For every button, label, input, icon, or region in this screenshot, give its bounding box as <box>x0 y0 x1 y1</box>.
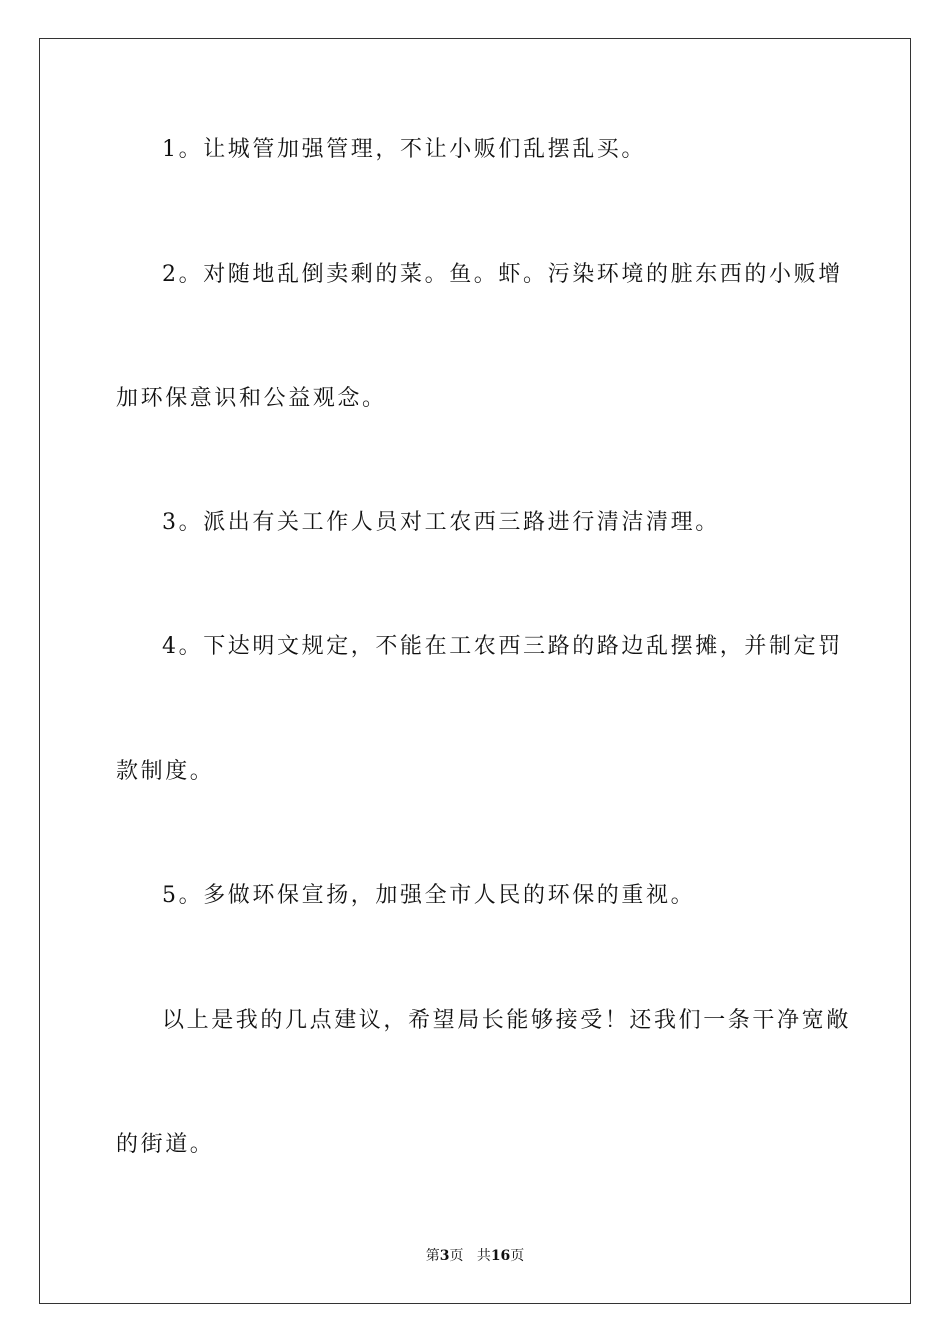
footer-total-suffix: 页 <box>510 1248 525 1264</box>
page-footer <box>0 1246 950 1266</box>
paragraph-line-5: 4。下达明文规定，不能在工农西三路的路边乱摆摊，并制定罚 <box>162 634 843 659</box>
paragraph-line-7: 5。多做环保宣扬，加强全市人民的环保的重视。 <box>162 883 696 908</box>
footer-total-prefix: 共 <box>476 1248 491 1264</box>
paragraph-line-8: 以上是我的几点建议，希望局长能够接受！还我们一条干净宽敞 <box>162 1008 851 1033</box>
footer-page-number: 3 <box>439 1248 450 1264</box>
paragraph-line-4: 3。派出有关工作人员对工农西三路进行清洁清理。 <box>162 510 720 535</box>
paragraph-line-9: 的街道。 <box>116 1132 215 1157</box>
paragraph-line-6: 款制度。 <box>116 759 215 784</box>
footer-total-pages: 16 <box>490 1248 511 1264</box>
paragraph-line-3: 加环保意识和公益观念。 <box>116 386 387 411</box>
footer-page-prefix: 第 <box>425 1248 440 1264</box>
paragraph-line-1: 1。让城管加强管理，不让小贩们乱摆乱买。 <box>162 137 646 162</box>
page-border <box>39 38 911 1304</box>
footer-page-suffix: 页 <box>449 1248 464 1264</box>
paragraph-line-2: 2。对随地乱倒卖剩的菜。鱼。虾。污染环境的脏东西的小贩增 <box>162 262 843 287</box>
